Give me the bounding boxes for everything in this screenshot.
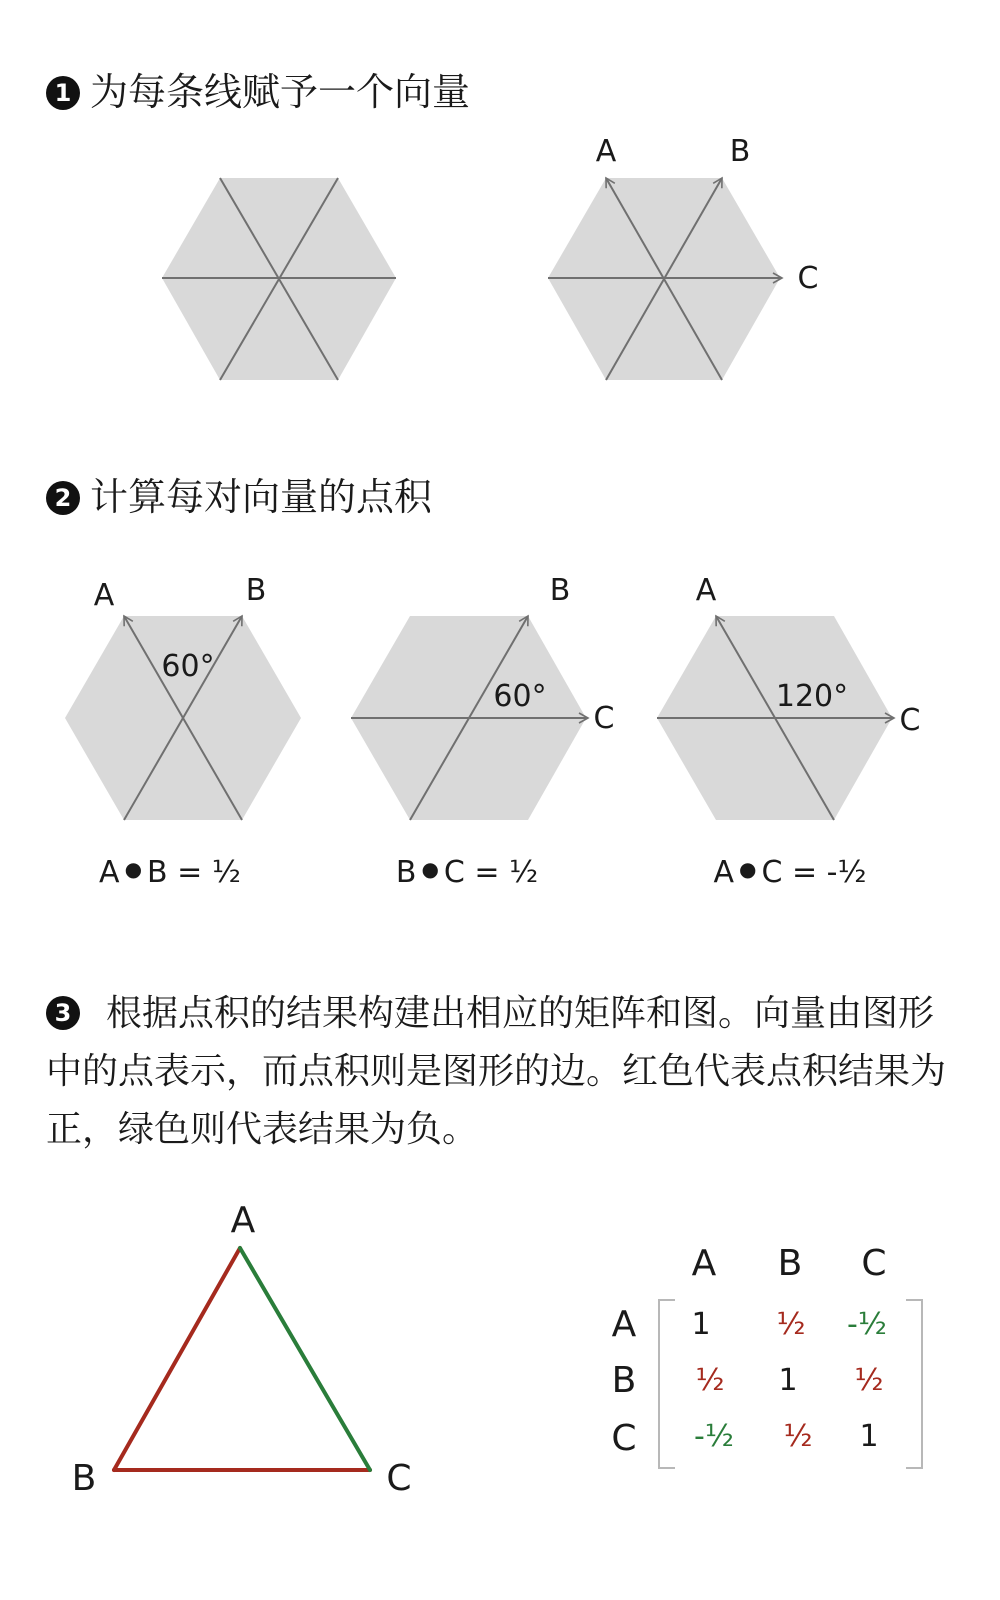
dot-operator-icon: ● xyxy=(421,857,439,881)
dot-operator-icon: ● xyxy=(738,857,757,881)
caption-bc-equals: = xyxy=(474,855,500,890)
hexagon-plain xyxy=(162,178,396,380)
ab-label-b: B xyxy=(245,573,267,608)
hexagon-ac xyxy=(657,573,920,820)
dot-product-matrix xyxy=(611,1243,922,1468)
ab-angle-label: 60° xyxy=(161,649,215,684)
caption-ab-left: A xyxy=(99,855,120,890)
hexagon-bc xyxy=(351,573,614,820)
dot-product-ac-caption xyxy=(670,855,910,890)
bc-label-c: C xyxy=(593,701,615,736)
matrix-cell: ½ xyxy=(695,1363,725,1398)
caption-ac-equals: = xyxy=(791,855,818,890)
matrix-row-header-c: C xyxy=(611,1418,637,1459)
ac-label-c: C xyxy=(899,703,921,738)
matrix-cell: 1 xyxy=(778,1363,798,1398)
dot-product-bc-caption xyxy=(347,855,587,890)
matrix-col-header-c: C xyxy=(861,1243,887,1284)
graph-node-b: B xyxy=(71,1458,97,1499)
matrix-row-header-a: A xyxy=(611,1304,637,1345)
matrix-bracket-right xyxy=(906,1300,922,1468)
matrix-col-header-a: A xyxy=(691,1243,717,1284)
graph-edge-ac xyxy=(240,1248,370,1470)
matrix-cell: 1 xyxy=(859,1419,879,1454)
step-2-number: 2 xyxy=(46,481,80,515)
matrix-col-header-b: B xyxy=(777,1243,803,1284)
ac-label-a: A xyxy=(695,573,717,608)
caption-bc-value: ½ xyxy=(509,855,539,890)
caption-ac-value: -½ xyxy=(826,855,867,890)
caption-bc-right: C xyxy=(443,855,465,890)
matrix-cell: ½ xyxy=(776,1307,806,1342)
caption-ac-right: C xyxy=(761,855,783,890)
matrix-row-header-b: B xyxy=(611,1360,637,1401)
dot-product-ab-caption xyxy=(50,855,290,890)
vector-label-b: B xyxy=(729,134,751,169)
matrix-cell: -½ xyxy=(694,1419,734,1454)
matrix-cell: -½ xyxy=(847,1307,887,1342)
dot-operator-icon: ● xyxy=(124,857,143,881)
vector-graph xyxy=(72,1200,412,1499)
bc-angle-label: 60° xyxy=(493,679,547,714)
vector-label-c: C xyxy=(797,261,819,296)
caption-ab-equals: = xyxy=(177,855,203,890)
step-1-title: 为每条线赋予一个向量 xyxy=(90,70,471,114)
matrix-cell: ½ xyxy=(854,1363,884,1398)
ab-label-a: A xyxy=(93,578,115,613)
graph-node-c: C xyxy=(386,1458,412,1499)
matrix-bracket-left xyxy=(659,1300,675,1468)
caption-ab-value: ½ xyxy=(211,855,241,890)
matrix-cell: ½ xyxy=(783,1419,813,1454)
vector-label-a: A xyxy=(595,134,617,169)
caption-bc-left: B xyxy=(395,855,417,890)
step-2-title: 计算每对向量的点积 xyxy=(90,475,433,519)
matrix-cell: 1 xyxy=(691,1307,711,1342)
hexagon-ab xyxy=(65,573,301,820)
bc-label-b: B xyxy=(549,573,571,608)
step-1-number: 1 xyxy=(46,76,80,110)
ac-angle-label: 120° xyxy=(775,679,849,714)
step-3-number: 3 xyxy=(46,996,80,1030)
graph-node-a: A xyxy=(230,1200,256,1241)
caption-ac-left: A xyxy=(713,855,734,890)
hexagon-vectors xyxy=(548,134,818,380)
step-3-text: 根据点积的结果构建出相应的矩阵和图。向量由图形中的点表示，而点积则是图形的边。红色代表点积结果为正，绿色则代表结果为负。 xyxy=(46,993,947,1150)
graph-edge-ab xyxy=(114,1248,240,1470)
caption-ab-right: B xyxy=(147,855,168,890)
